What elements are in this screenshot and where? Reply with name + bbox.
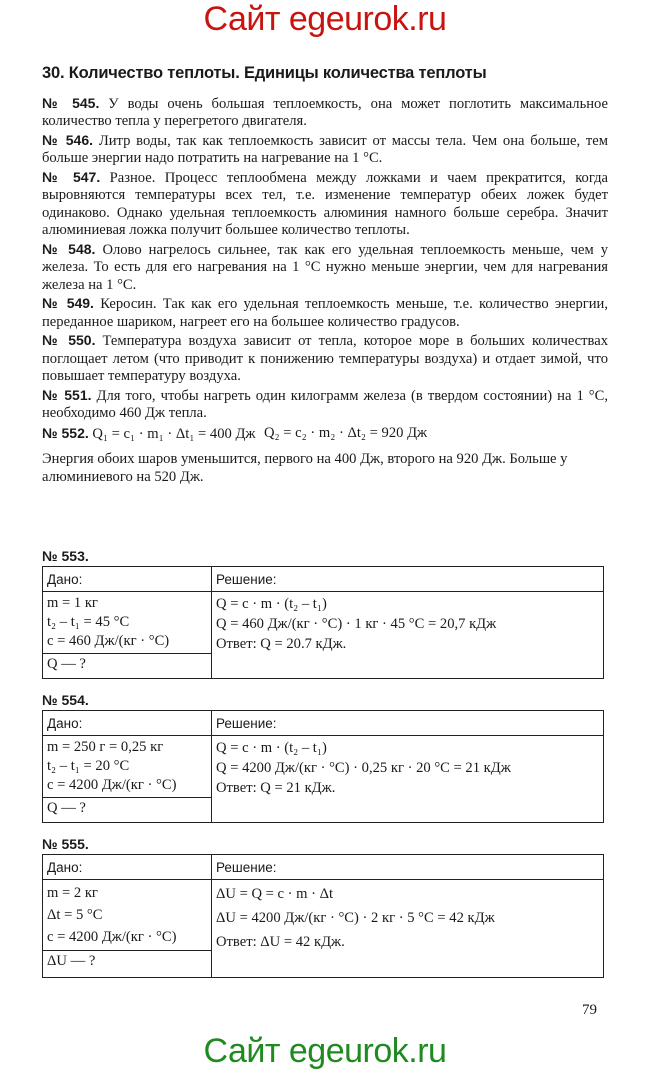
- problem-554-table: [42, 710, 604, 823]
- solution-header: Решение:: [212, 567, 604, 592]
- given-header: Дано:: [43, 711, 212, 736]
- given-header: Дано:: [43, 567, 212, 592]
- question-cell: Q — ?: [43, 798, 212, 823]
- answer-548: № 548. Олово нагрелось сильнее, так как его удельная теплоемкость меньше, чем у железа. То есть для его нагревания на 1 °С нужно меньше энергии, чем для нагревания железа на 1 °С.: [42, 240, 608, 293]
- given-values: m = 1 кг t₂ – t₁ = 45 °С c = 460 Дж/(кг · °С): [43, 592, 212, 654]
- site-watermark-top: Сайт egeurok.ru: [203, 0, 447, 38]
- solution-header: Решение:: [212, 711, 604, 736]
- problem-553-label: № 553.: [42, 548, 89, 564]
- answer-550: № 550. Температура воздуха зависит от тепла, которое море в больших количествах поглощает летом (что приводит к понижению температуры воздуха) и отдает зимой, что повышает температуру воздуха.: [42, 332, 608, 385]
- solution-header: Решение:: [212, 855, 604, 880]
- solution-cell: Q = c · m · (t₂ – t₁) Q = 460 Дж/(кг · °С) · 1 кг · 45 °С = 20,7 кДж Ответ: Q = 20.7 кДж.: [212, 592, 604, 679]
- answers-text: [42, 95, 608, 487]
- problem-553-table: [42, 566, 604, 679]
- problem-554-label: № 554.: [42, 692, 89, 708]
- answer-546: № 546. Литр воды, так как теплоемкость зависит от массы тела. Чем она больше, тем больше энергии надо потратить на нагревание на 1 °С.: [42, 132, 608, 167]
- answer-551: № 551. Для того, чтобы нагреть один килограмм железа (в твердом состоянии) на 1 °С, необходимо 460 Дж тепла.: [42, 386, 608, 422]
- section-title: 30. Количество теплоты. Единицы количества теплоты: [42, 64, 487, 82]
- formula-q2: Q₂ = c₂ · m₂ · Δt₂ = 920 Дж: [264, 424, 428, 441]
- formula-q1: Q₁ = c₁ · m₁ · Δt₁ = 400 Дж: [92, 425, 256, 442]
- question-cell: ΔU — ?: [43, 951, 212, 978]
- answer-549: № 549. Керосин. Так как его удельная теплоемкость меньше, т.е. количество энергии, переданное шариком, нагреет его на большее количество градусов.: [42, 295, 608, 330]
- problem-555-table: [42, 854, 604, 978]
- site-watermark-bottom: Сайт egeurok.ru: [203, 1032, 447, 1070]
- solution-cell: ΔU = Q = c · m · Δt ΔU = 4200 Дж/(кг · °С) · 2 кг · 5 °С = 42 кДж Ответ: ΔU = 42 кДж.: [212, 880, 604, 978]
- problem-555-label: № 555.: [42, 836, 89, 852]
- answer-547: № 547. Разное. Процесс теплообмена между ложками и чаем прекратится, когда выровняются температуры всех тел, т.е. изменение температур обеих ложек будет одинаково. Однако удельная теплоемкость алюминия намного больше серебра. Значит алюминиевая ложка получит большее количество теплоты.: [42, 169, 608, 239]
- page-number: 79: [582, 1002, 597, 1018]
- answer-552-explanation: Энергия обоих шаров уменьшится, первого на 400 Дж, второго на 920 Дж. Больше у алюминиевого на 520 Дж.: [42, 450, 568, 486]
- question-cell: Q — ?: [43, 654, 212, 679]
- given-header: Дано:: [43, 855, 212, 880]
- solution-cell: Q = c · m · (t₂ – t₁) Q = 4200 Дж/(кг · °С) · 0,25 кг · 20 °С = 21 кДж Ответ: Q = 21 кДж.: [212, 736, 604, 823]
- answer-552-formulas: № 552. Q₁ = c₁ · m₁ · Δt₁ = 400 Дж Q₂ = c₂ · m₂ · Δt₂ = 920 Дж: [42, 424, 428, 442]
- given-values: m = 2 кг Δt = 5 °С c = 4200 Дж/(кг · °С): [43, 880, 212, 951]
- given-values: m = 250 г = 0,25 кг t₂ – t₁ = 20 °С c = 4200 Дж/(кг · °С): [43, 736, 212, 798]
- answer-545: № 545. У воды очень большая теплоемкость, она может поглотить максимальное количество тепла у перегретого двигателя.: [42, 95, 609, 130]
